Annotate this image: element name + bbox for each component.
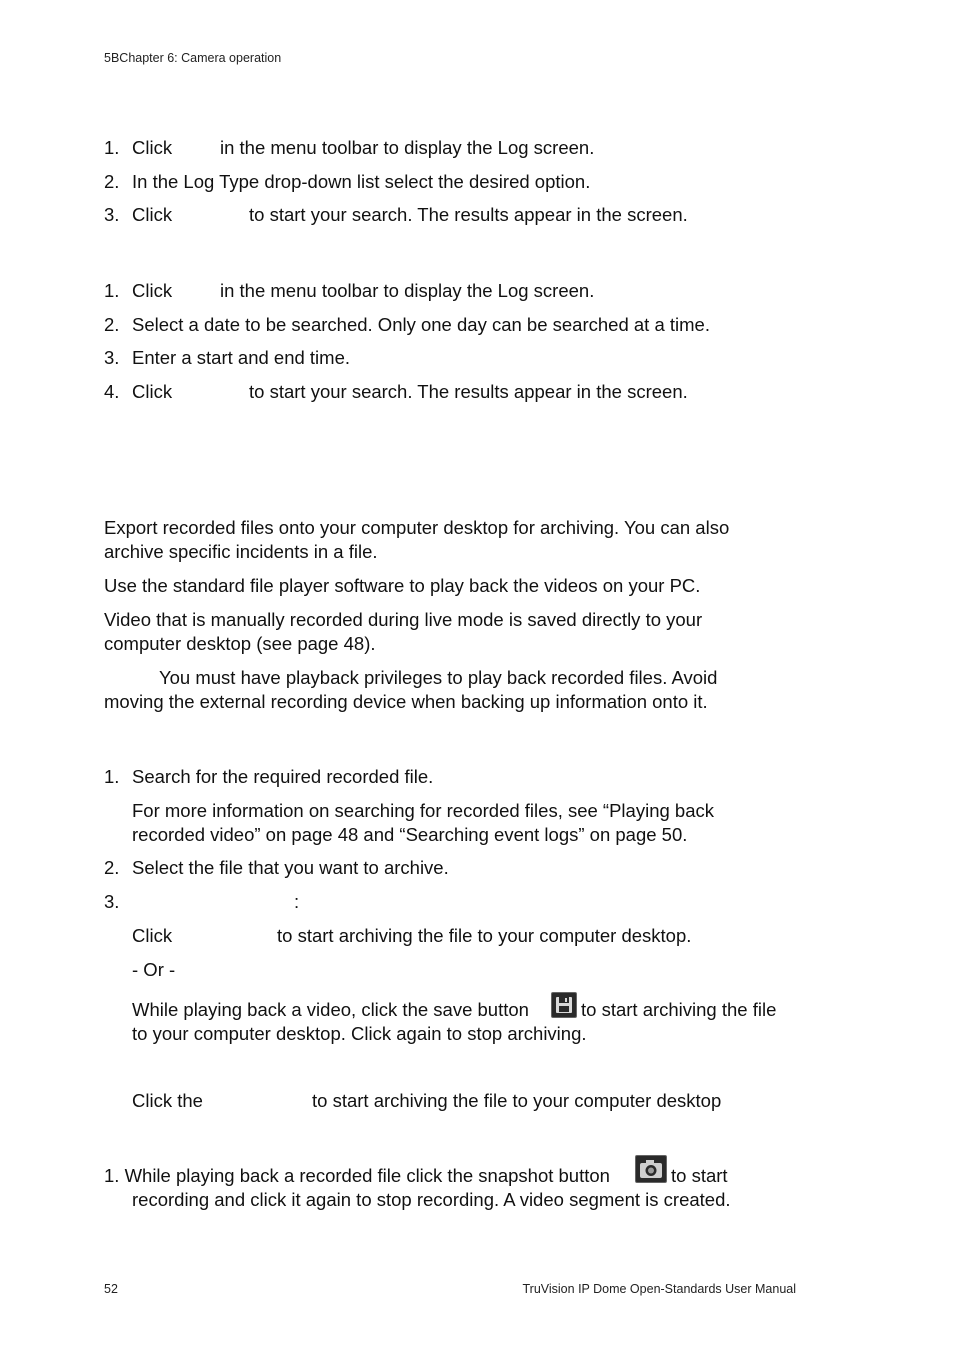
step-number: 2. (104, 171, 120, 192)
step-text: to start your search. The results appear in the screen. (249, 381, 688, 402)
paragraph-line: Video that is manually recorded during live mode is saved directly to your (104, 609, 703, 630)
note-line: moving the external recording device when backing up information onto it. (104, 691, 708, 712)
step-text: recording and click it again to stop recording. A video segment is created. (132, 1189, 731, 1210)
step-text: Click the (132, 1090, 203, 1111)
step-number: 1. (104, 137, 120, 158)
step-text: to your computer desktop. Click again to stop archiving. (132, 1023, 587, 1044)
running-header: 5BChapter 6: Camera operation (104, 51, 282, 65)
step-number: 3. (104, 891, 120, 912)
save-icon (551, 992, 577, 1018)
step-text: to start archiving the file (581, 999, 777, 1020)
step-text: 1. While playing back a recorded file click the snapshot button (104, 1165, 610, 1186)
paragraph-line: Export recorded files onto your computer desktop for archiving. You can also (104, 517, 730, 538)
paragraph-line: computer desktop (see page 48). (104, 633, 376, 654)
step-text: Click (132, 137, 173, 158)
step-detail: For more information on searching for recorded files, see “Playing back (132, 800, 714, 821)
note-line: You must have playback privileges to play back recorded files. Avoid (159, 667, 718, 688)
step-text: Click (132, 925, 173, 946)
step-text: Click (132, 280, 173, 301)
paragraph-line: Use the standard file player software to play back the videos on your PC. (104, 575, 701, 596)
step-text: In the Log Type drop-down list select the desired option. (132, 171, 591, 192)
step-detail: recorded video” on page 48 and “Searching event logs” on page 50. (132, 824, 688, 845)
manual-title: TruVision IP Dome Open-Standards User Manual (522, 1282, 796, 1296)
step-text: Enter a start and end time. (132, 347, 351, 368)
step-text: in the menu toolbar to display the Log screen. (220, 280, 595, 301)
step-number: 2. (104, 857, 120, 878)
step-text: : (294, 891, 300, 912)
step-text: Select a date to be searched. Only one day can be searched at a time. (132, 314, 710, 335)
step-text: to start your search. The results appear in the screen. (249, 204, 688, 225)
step-text: Select the file that you want to archive. (132, 857, 449, 878)
paragraph-line: archive specific incidents in a file. (104, 541, 378, 562)
step-text: While playing back a video, click the save button (132, 999, 529, 1020)
step-number: 2. (104, 314, 120, 335)
camera-icon (635, 1155, 667, 1183)
step-text: Click (132, 204, 173, 225)
step-text: Click (132, 381, 173, 402)
step-number: 4. (104, 381, 120, 402)
step-number: 3. (104, 347, 120, 368)
page-number: 52 (104, 1282, 118, 1296)
step-text: to start archiving the file to your computer desktop. (277, 925, 692, 946)
step-number: 1. (104, 280, 120, 301)
step-number: 1. (104, 766, 120, 787)
step-text: to start (671, 1165, 728, 1186)
or-separator: - Or - (132, 959, 176, 980)
step-text: in the menu toolbar to display the Log screen. (220, 137, 595, 158)
step-text: to start archiving the file to your computer desktop (312, 1090, 722, 1111)
step-text: Search for the required recorded file. (132, 766, 434, 787)
step-number: 3. (104, 204, 120, 225)
